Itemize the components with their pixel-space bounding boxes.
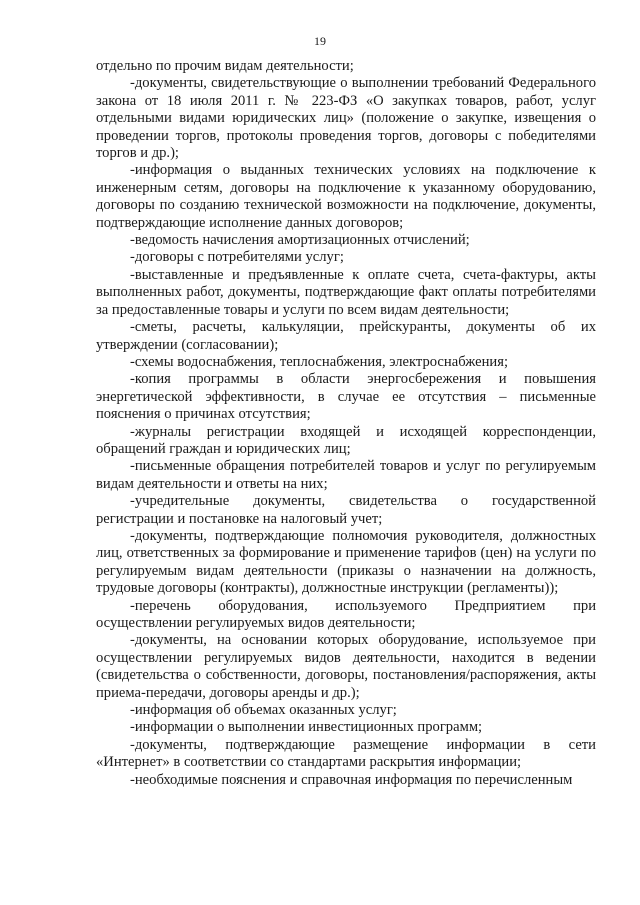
paragraph: -ведомость начисления амортизационных отчислений;	[130, 232, 470, 249]
paragraph: -журналы регистрации входящей и исходящей корреспонденции, обращений граждан и юридических лиц;	[96, 423, 596, 457]
paragraph: -документы, подтверждающие размещение информации в сети «Интернет» в соответствии со стандартами раскрытия информации;	[96, 736, 596, 771]
paragraph: -схемы водоснабжения, теплоснабжения, электроснабжения;	[130, 353, 509, 370]
body-text	[96, 58, 596, 789]
paragraph: -копия программы в области энергосбережения и повышения энергетической эффективности, в случае ее отсутствия – письменные пояснения о причинах отсутствия;	[96, 371, 596, 423]
paragraph: -перечень оборудования, используемого Предприятием при осуществлении регулируемых видов деятельности;	[96, 597, 596, 631]
paragraph: -учредительные документы, свидетельства о государственной регистрации и постановке на налоговый учет;	[96, 493, 596, 527]
paragraph: -письменные обращения потребителей товаров и услуг по регулируемым видам деятельности и ответы на них;	[96, 458, 596, 492]
paragraph: -информация о выданных технических условиях на подключение к инженерным сетям, договоры на подключение к указанному оборудованию, договоры по созданию технической возможности на подключение, документы, подтверждающие исполнение данных договоров;	[96, 162, 596, 231]
paragraph: -договоры с потребителями услуг;	[130, 249, 344, 266]
paragraph: отдельно по прочим видам деятельности;	[96, 58, 354, 74]
paragraph: -сметы, расчеты, калькуляции, прейскуранты, документы об их утверждении (согласовании);	[96, 319, 596, 353]
page-number: 19	[314, 34, 326, 48]
paragraph: -выставленные и предъявленные к оплате счета, счета-фактуры, акты выполненных работ, документы, подтверждающие факт оплаты потребителями за предоставленные товары и услуги по всем видам деятельности;	[96, 266, 596, 318]
paragraph: -документы, свидетельствующие о выполнении требований Федерального закона от 18 июля 2011 г. № 223-ФЗ «О закупках товаров, работ, услуг отдельными видами юридических лиц» (положение о закупке, извещения о проведении торгов, протоколы проведения торгов, договоры с победителями торгов и др.);	[96, 75, 596, 162]
paragraph: -документы, подтверждающие полномочия руководителя, должностных лиц, ответственных за формирование и применение тарифов (цен) на услуги по регулируемым видам деятельности (приказы о назначении на должность, трудовые договоры (контракты), должностные инструкции (регламенты));	[96, 527, 596, 597]
paragraph: -информация об объемах оказанных услуг;	[130, 702, 397, 719]
paragraph: -информации о выполнении инвестиционных программ;	[130, 719, 483, 736]
paragraph: -необходимые пояснения и справочная информация по перечисленным	[130, 771, 573, 788]
paragraph: -документы, на основании которых оборудование, используемое при осуществлении регулируемых видов деятельности, находится в ведении (свидетельства о собственности, договоры, постановления/распоряжения, акты приема-передачи, договоры аренды и др.);	[96, 632, 596, 701]
